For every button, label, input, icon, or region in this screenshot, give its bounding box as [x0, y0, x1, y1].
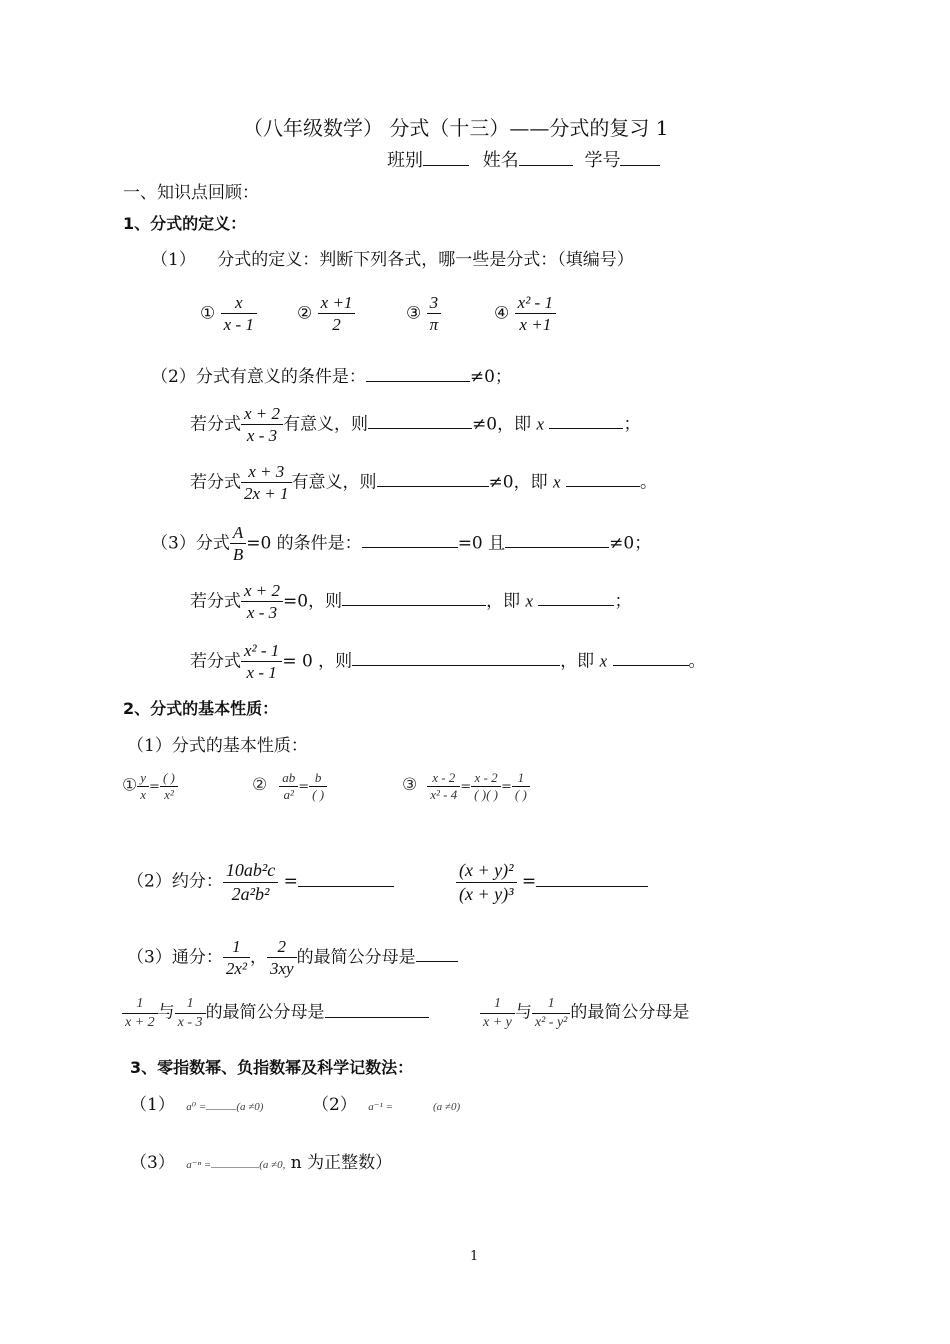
fraction: [279, 770, 298, 804]
answer-blank[interactable]: [352, 648, 560, 666]
q3-3-label: （3）: [130, 1153, 175, 1173]
numerator: x + 2: [241, 403, 283, 425]
prefix: 若分式: [190, 591, 241, 612]
q1-2: [151, 362, 512, 387]
numerator: 2: [267, 936, 297, 958]
denominator: x - 3: [177, 1014, 203, 1030]
answer-blank[interactable]: [566, 469, 640, 487]
q1-3-text: =0 的条件是：: [246, 533, 362, 554]
q1-1-label: （1）: [151, 250, 196, 270]
text: 的最简公分母是: [296, 947, 416, 968]
option-4: [494, 292, 556, 336]
fraction: [241, 580, 283, 624]
equals: =: [298, 779, 310, 795]
property-3: [402, 770, 530, 804]
numerator: 1: [480, 995, 515, 1014]
mid-text: = 0 ，则: [282, 651, 353, 672]
q3-2: [312, 1090, 460, 1115]
end-text: ；: [614, 591, 632, 612]
answer-blank[interactable]: [368, 411, 472, 429]
end-text: 。: [639, 472, 657, 493]
q1-3-label: （3）分式: [151, 533, 230, 554]
numerator: 1: [122, 995, 158, 1014]
prefix: 若分式: [190, 472, 241, 493]
equals: =: [460, 779, 472, 795]
fraction: [122, 995, 158, 1031]
fraction: [427, 292, 442, 336]
q2-2b: [456, 859, 648, 905]
denominator: x²: [164, 787, 174, 803]
answer-blank[interactable]: [536, 869, 648, 887]
numerator: 1: [223, 936, 250, 958]
denominator: (x + y)³: [459, 883, 514, 904]
section2-heading: 2、分式的基本性质：: [123, 699, 279, 718]
denominator: 2: [332, 315, 341, 335]
numerator: 3: [427, 292, 442, 314]
answer-blank[interactable]: [377, 469, 489, 487]
q3-3: [130, 1148, 392, 1173]
q1-2a: [190, 403, 640, 447]
numerator: (x + y)²: [456, 859, 517, 883]
mid-text: =0，则: [283, 591, 343, 612]
end-text: 。: [688, 651, 706, 672]
denominator: a²: [283, 787, 294, 803]
tail-text: ，即: [560, 651, 600, 672]
property-2: [252, 770, 327, 804]
mid-text: 有意义，则: [291, 472, 377, 493]
denominator: x + 2: [125, 1014, 155, 1030]
fraction: [318, 292, 356, 336]
section3-heading: 3、零指数幂、负指数幂及科学记数法：: [130, 1058, 414, 1077]
section1-heading: 1、分式的定义：: [123, 214, 247, 233]
equals: =: [500, 779, 512, 795]
answer-blank[interactable]: [211, 1150, 259, 1168]
denominator: B: [232, 545, 244, 565]
property-mark: ②: [252, 775, 268, 796]
answer-blank[interactable]: [613, 648, 689, 666]
numerator: x - 2: [427, 770, 460, 787]
q3-2-label: （2）: [312, 1095, 357, 1115]
answer-blank[interactable]: [362, 530, 458, 548]
q1-3-end: ≠0；: [609, 533, 652, 554]
q2-3c: [480, 995, 689, 1031]
q1-1: [151, 245, 634, 270]
mid-text: 有意义，则: [283, 414, 369, 435]
fraction: [160, 770, 178, 804]
condition: (a ≠0): [433, 1101, 461, 1113]
q2-3b: [122, 995, 429, 1031]
expression: a⁻¹ =: [368, 1101, 394, 1113]
tail-text: ，即: [486, 591, 526, 612]
and-text: 与: [514, 1002, 532, 1023]
option-mark: ②: [297, 303, 313, 324]
numerator: b: [309, 770, 327, 787]
condition: (a ≠0,: [259, 1159, 286, 1171]
variable-x: x: [536, 414, 545, 434]
fraction: [223, 936, 250, 980]
fraction: [480, 995, 515, 1031]
denominator: x: [140, 787, 147, 803]
fraction: [267, 936, 297, 980]
equals: =: [283, 871, 298, 892]
tail-text: ≠0，即: [488, 472, 553, 493]
option-2: [297, 292, 355, 336]
q2-1: （1）分式的基本性质：: [127, 736, 308, 756]
answer-blank[interactable]: [549, 411, 623, 429]
property-mark: ①: [122, 775, 138, 796]
expression: a⁰ =: [186, 1101, 207, 1113]
fraction: [427, 770, 460, 804]
answer-blank[interactable]: [342, 588, 486, 606]
property-mark: ③: [402, 775, 418, 796]
denominator: x² - y²: [534, 1014, 568, 1030]
expression: a⁻ⁿ =: [186, 1159, 212, 1171]
denominator: x + y: [483, 1014, 512, 1030]
answer-blank[interactable]: [505, 530, 609, 548]
numerator: 1: [175, 995, 206, 1014]
q1-1-text: 分式的定义：判断下列各式，哪一些是分式：（填编号）: [217, 250, 634, 270]
denominator: 2a²b²: [231, 883, 270, 904]
option-mark: ③: [406, 303, 422, 324]
q1-2b: [190, 461, 657, 505]
numerator: 1: [532, 995, 570, 1014]
numerator: ab: [279, 770, 298, 787]
text: 的最简公分母是: [570, 1002, 690, 1023]
answer-blank[interactable]: [366, 364, 470, 382]
fraction: [241, 640, 282, 684]
q1-3: [151, 522, 651, 566]
id-label: 学号: [584, 150, 621, 171]
fraction: [137, 770, 149, 804]
page-number: 1: [470, 1249, 479, 1264]
q2-2: [127, 859, 394, 905]
header-fields: [387, 146, 660, 172]
class-label: 班别: [387, 150, 423, 171]
denominator: 3xy: [269, 959, 294, 979]
denominator: x - 1: [223, 315, 254, 335]
text: 的最简公分母是: [205, 1002, 325, 1023]
comma: ，: [249, 947, 267, 968]
name-label: 姓名: [482, 150, 519, 171]
numerator: 10ab²c: [223, 859, 278, 883]
prefix: 若分式: [190, 414, 241, 435]
numerator: x +1: [318, 292, 356, 314]
option-mark: ①: [200, 303, 216, 324]
class-blank[interactable]: [423, 147, 469, 166]
variable-x: x: [553, 472, 561, 492]
numerator: 1: [512, 770, 530, 787]
q3-1-label: （1）: [130, 1095, 175, 1115]
fraction: [532, 995, 570, 1031]
fraction: [456, 859, 517, 905]
numerator: x: [221, 292, 257, 314]
numerator: x + 2: [241, 580, 283, 602]
and-text: 与: [157, 1002, 175, 1023]
option-3: [406, 292, 441, 336]
denominator: 2x²: [225, 959, 247, 979]
q2-2-label: （2）约分：: [127, 871, 223, 892]
fraction: [515, 292, 556, 336]
answer-blank[interactable]: [416, 944, 458, 962]
denominator: ( )( ): [474, 787, 498, 803]
id-blank[interactable]: [620, 147, 660, 166]
denominator: x - 1: [246, 663, 277, 683]
fraction: [471, 770, 501, 804]
numerator: x² - 1: [241, 640, 282, 662]
variable-x: x: [525, 591, 534, 611]
numerator: y: [137, 770, 149, 787]
option-1: [200, 292, 257, 336]
variable-x: x: [599, 651, 608, 671]
q1-3-mid: =0 且: [457, 533, 506, 554]
denominator: x +1: [519, 315, 552, 335]
numerator: A: [230, 522, 246, 544]
option-mark: ④: [494, 303, 510, 324]
denominator: x - 3: [246, 603, 278, 623]
denominator: ( ): [514, 787, 527, 803]
tail-text: ≠0，即: [472, 414, 537, 435]
answer-blank[interactable]: [298, 869, 394, 887]
denominator: x - 3: [246, 426, 278, 446]
answer-blank[interactable]: [206, 1092, 236, 1110]
end-text: ；: [623, 414, 641, 435]
fraction: [241, 403, 283, 447]
prefix: 若分式: [190, 651, 241, 672]
fraction: [230, 522, 246, 566]
answer-blank[interactable]: [325, 1000, 429, 1018]
fraction: [223, 859, 278, 905]
numerator: ( ): [160, 770, 178, 787]
q1-2-text: （2）分式有意义的条件是：: [151, 367, 366, 387]
equals: =: [149, 779, 160, 795]
name-blank[interactable]: [519, 147, 573, 166]
condition: (a ≠0): [236, 1101, 264, 1113]
part-heading: 一、知识点回顾：: [123, 183, 259, 203]
fraction: [309, 770, 327, 804]
q3-1: [130, 1090, 263, 1115]
denominator: 2x + 1: [244, 484, 289, 504]
numerator: x² - 1: [515, 292, 556, 314]
numerator: x - 2: [471, 770, 501, 787]
fraction: [241, 461, 292, 505]
fraction: [512, 770, 530, 804]
q2-3-label: （3）通分：: [127, 947, 223, 968]
fraction: [175, 995, 206, 1031]
property-1: [122, 770, 178, 804]
numerator: x + 3: [241, 461, 292, 483]
equals: =: [521, 871, 537, 892]
fraction: [221, 292, 257, 336]
q1-3b: [190, 640, 706, 684]
denominator: π: [429, 315, 439, 335]
q1-3a: [190, 580, 631, 624]
denominator: x² - 4: [430, 787, 458, 803]
condition-tail: n 为正整数）: [290, 1153, 393, 1173]
answer-blank[interactable]: [538, 588, 614, 606]
q1-2-end: ≠0；: [469, 367, 512, 387]
denominator: ( ): [312, 787, 325, 803]
q2-3: [127, 936, 458, 980]
page-title: （八年级数学） 分式（十三）——分式的复习 1: [243, 116, 669, 140]
